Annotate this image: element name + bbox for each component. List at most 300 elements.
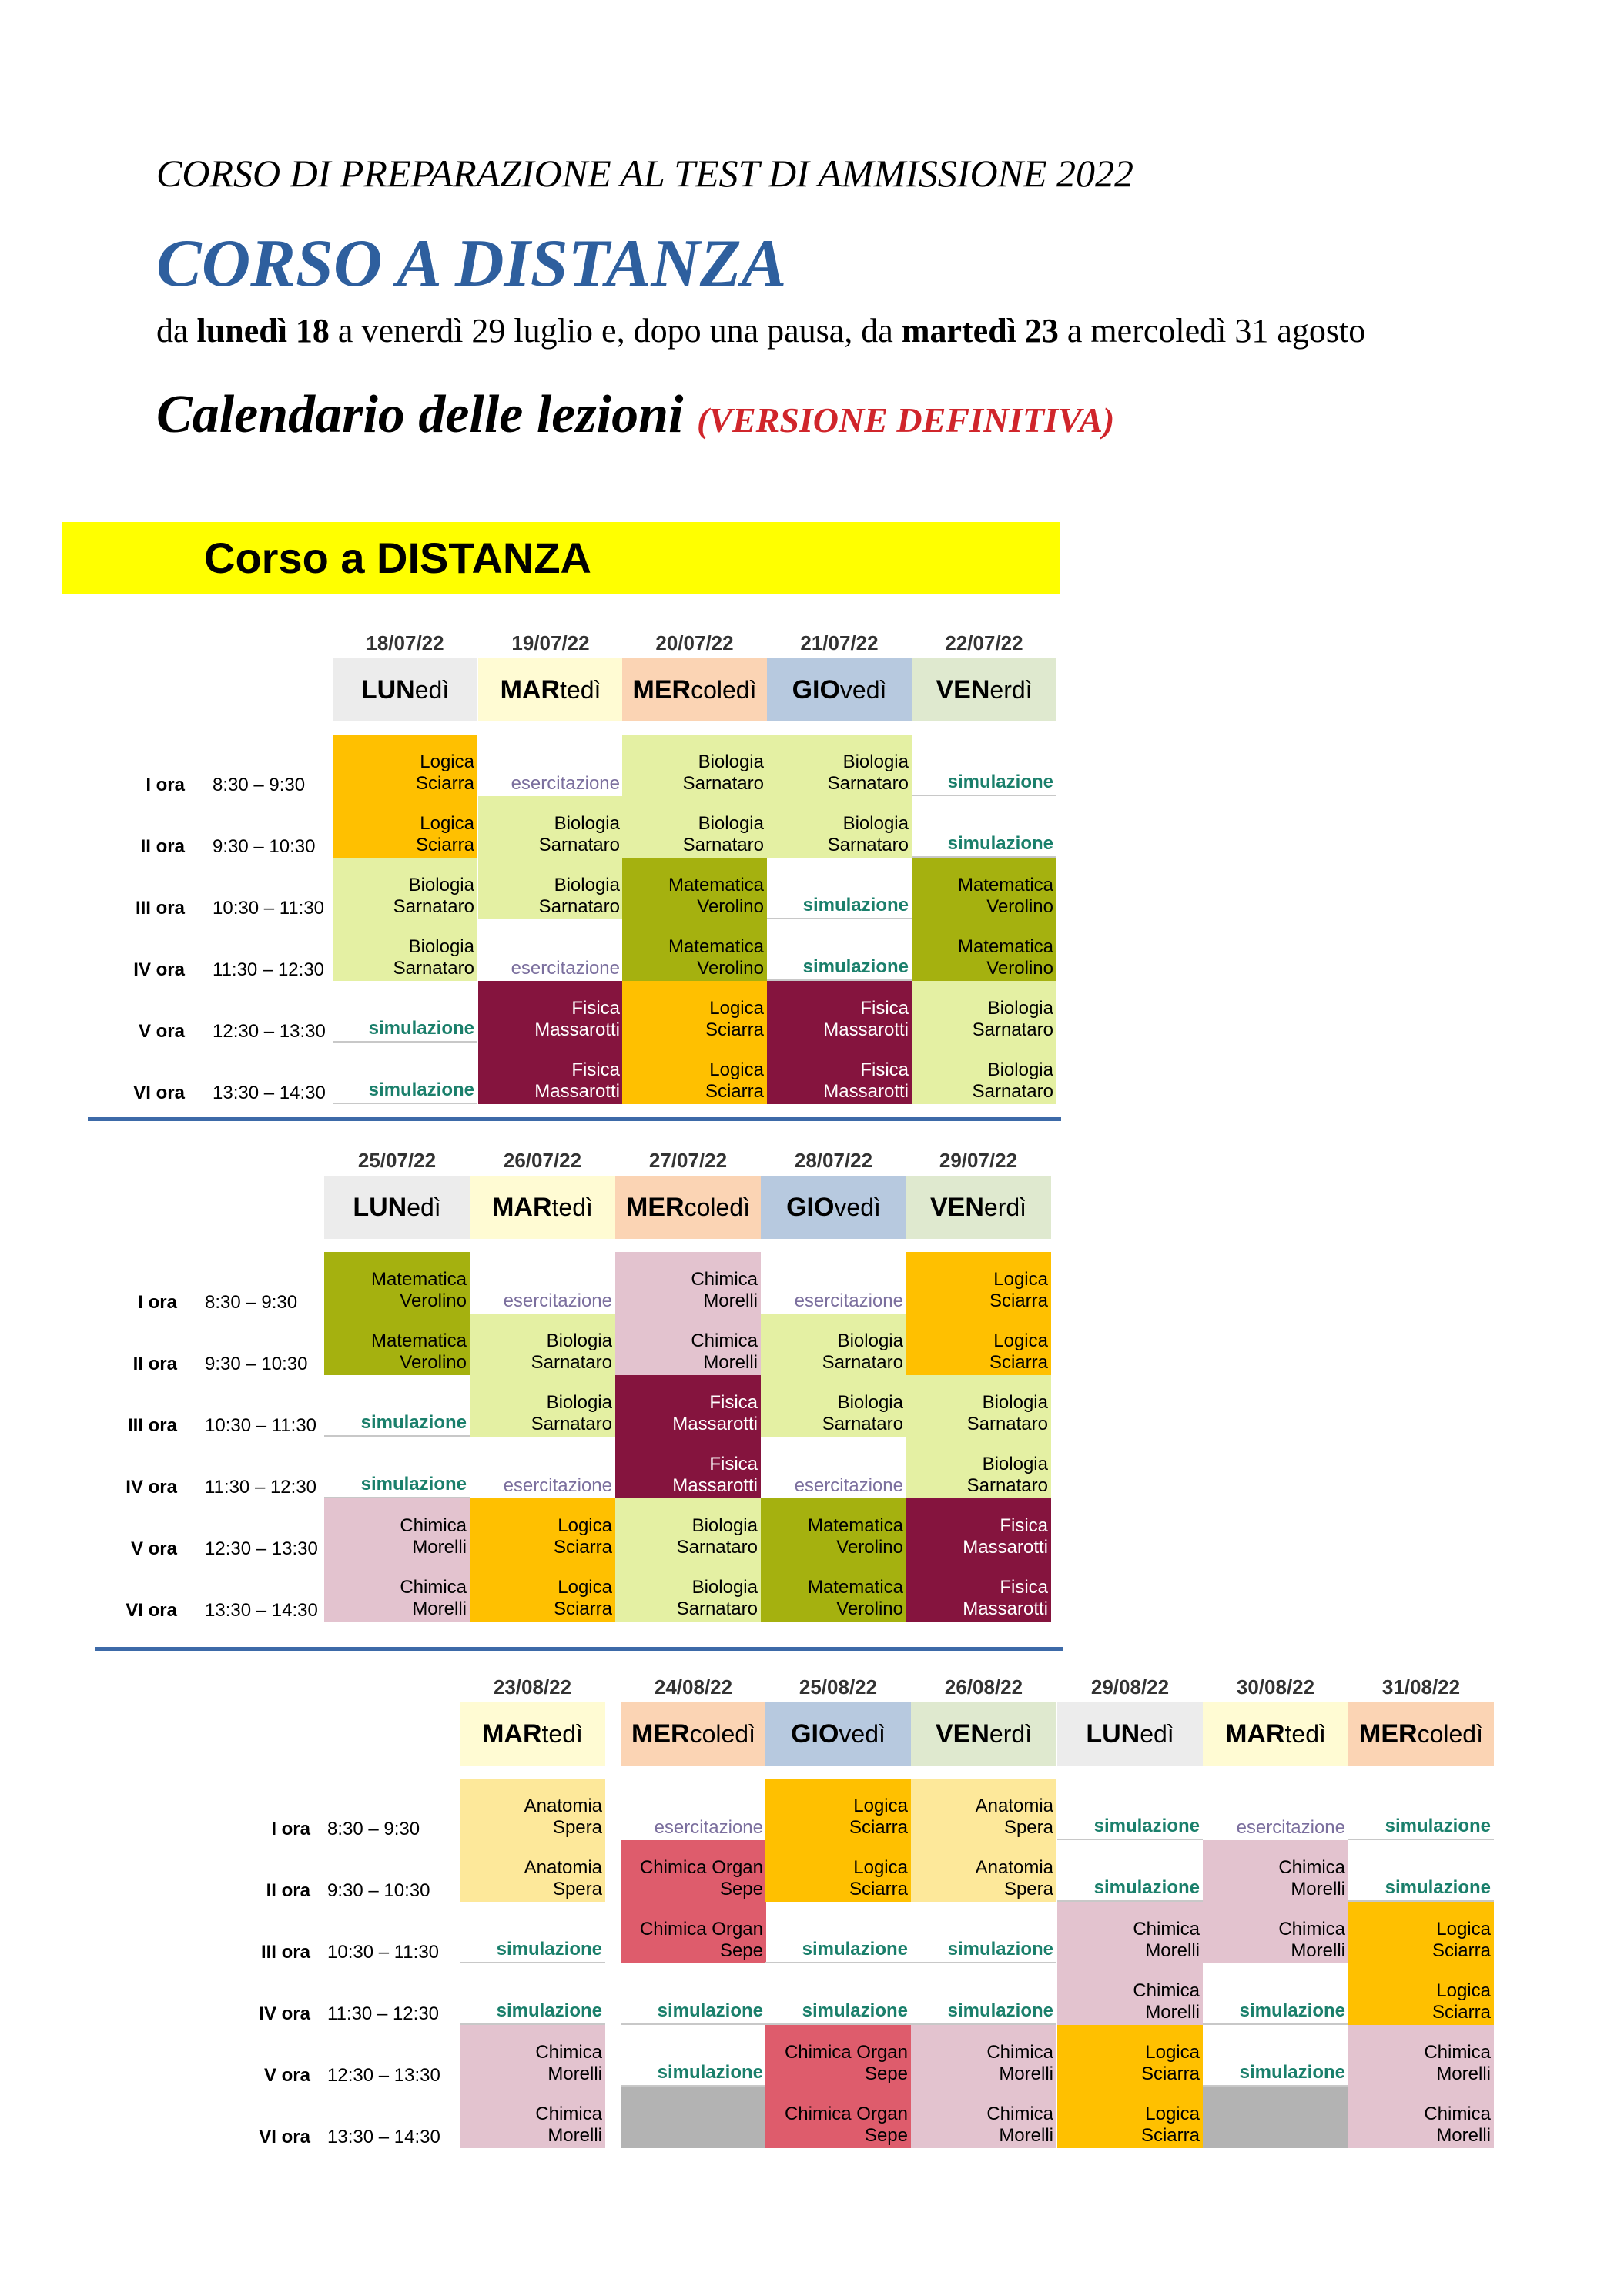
simulation-cell xyxy=(912,796,1056,858)
lesson-subject: Chimica xyxy=(1278,1857,1345,1878)
lesson-subject: Chimica xyxy=(691,1330,758,1351)
lesson-teacher: Sciarra xyxy=(415,773,474,794)
lesson-subject: esercitazione xyxy=(503,1475,612,1496)
exercise-cell xyxy=(478,919,623,981)
simulation-cell xyxy=(1203,1963,1348,2025)
lesson-teacher: Verolino xyxy=(697,896,764,917)
lesson-teacher: Massarotti xyxy=(672,1475,758,1496)
day-name-bold: VEN xyxy=(936,674,990,705)
lesson-subject: simulazione xyxy=(657,2062,763,2083)
lesson-subject: Chimica xyxy=(400,1515,467,1536)
day-date: 20/07/22 xyxy=(655,631,734,654)
hour-label: III ora xyxy=(135,898,185,919)
lesson-subject: esercitazione xyxy=(511,958,620,979)
day-name-rest: erdì xyxy=(983,1193,1027,1221)
lesson-teacher: Sarnataro xyxy=(822,1414,903,1434)
simulation-cell xyxy=(324,1437,470,1498)
lesson-cell xyxy=(761,1375,906,1437)
section-divider xyxy=(88,1117,1061,1121)
lesson-teacher: Massarotti xyxy=(534,1081,620,1102)
lesson-teacher: Sarnataro xyxy=(966,1414,1048,1434)
lesson-cell xyxy=(324,1314,470,1375)
lesson-cell xyxy=(324,1252,470,1314)
lesson-subject: Biologia xyxy=(554,875,620,895)
day-name-rest: erdì xyxy=(989,1719,1033,1748)
hour-time: 8:30 – 9:30 xyxy=(327,1819,420,1839)
lesson-cell xyxy=(906,1498,1051,1560)
lesson-cell xyxy=(460,2087,605,2148)
simulation-cell xyxy=(1203,2025,1348,2087)
hour-label: VI ora xyxy=(133,1083,185,1103)
lesson-subject: esercitazione xyxy=(511,773,620,794)
lesson-cell xyxy=(906,1314,1051,1375)
lesson-cell xyxy=(767,796,912,858)
lesson-subject: Chimica xyxy=(1278,1919,1345,1940)
lesson-cell xyxy=(906,1437,1051,1498)
lesson-cell xyxy=(911,2087,1056,2148)
day-name-rest: vedì xyxy=(839,1719,886,1748)
section-divider xyxy=(95,1647,1063,1651)
day-name-rest: coledì xyxy=(684,1193,750,1221)
lesson-teacher: Sarnataro xyxy=(972,1081,1053,1102)
lesson-subject: Biologia xyxy=(698,813,764,834)
lesson-cell xyxy=(478,981,623,1043)
lesson-subject: Logica xyxy=(853,1857,908,1878)
lesson-cell xyxy=(912,858,1056,919)
day-name-rest: tedì xyxy=(1284,1719,1326,1748)
lesson-teacher: Sepe xyxy=(864,2063,908,2084)
hour-label: I ora xyxy=(138,1292,177,1313)
lesson-teacher: Sarnataro xyxy=(682,835,764,855)
day-date: 18/07/22 xyxy=(366,631,444,654)
day-date: 19/07/22 xyxy=(511,631,590,654)
day-name xyxy=(460,1702,605,1766)
lesson-cell xyxy=(906,1252,1051,1314)
lesson-teacher: Morelli xyxy=(1436,2063,1491,2084)
day-name-rest: vedì xyxy=(834,1193,881,1221)
lesson-subject: Fisica xyxy=(860,1059,909,1080)
lesson-teacher: Morelli xyxy=(547,2063,602,2084)
day-name xyxy=(621,1702,766,1766)
simulation-cell xyxy=(1348,1779,1494,1840)
lesson-teacher: Verolino xyxy=(400,1290,467,1311)
lesson-teacher: Spera xyxy=(552,1879,602,1899)
day-date: 29/08/22 xyxy=(1090,1675,1170,1699)
lesson-teacher: Spera xyxy=(552,1817,602,1838)
lesson-teacher: Verolino xyxy=(400,1352,467,1373)
lesson-cell xyxy=(1057,1902,1203,1963)
lesson-subject: Biologia xyxy=(691,1577,758,1598)
lesson-subject: Chimica xyxy=(535,2042,602,2063)
lesson-subject: Logica xyxy=(1436,1980,1491,2001)
lesson-teacher: Sciarra xyxy=(849,1879,908,1899)
simulation-cell xyxy=(911,1902,1056,1963)
lesson-subject: Biologia xyxy=(842,751,909,772)
lesson-cell xyxy=(470,1560,615,1622)
lesson-teacher: Sarnataro xyxy=(531,1352,612,1373)
lesson-teacher: Morelli xyxy=(703,1352,758,1373)
lesson-teacher: Sarnataro xyxy=(393,896,474,917)
lesson-cell xyxy=(478,858,623,919)
lesson-cell xyxy=(765,1840,911,1902)
dates-text-3: a mercoledì 31 agosto xyxy=(1058,312,1366,350)
lesson-cell xyxy=(622,981,767,1043)
lesson-subject: simulazione xyxy=(657,2000,763,2021)
lesson-cell xyxy=(460,1840,605,1902)
lesson-subject: simulazione xyxy=(1385,1816,1491,1836)
lesson-subject: Chimica xyxy=(986,2104,1053,2124)
lesson-subject: Biologia xyxy=(987,1059,1053,1080)
day-name xyxy=(765,1702,911,1766)
day-name-bold: MER xyxy=(1359,1719,1418,1749)
lesson-subject: Logica xyxy=(1436,1919,1491,1940)
lesson-subject: Logica xyxy=(1145,2104,1200,2124)
lesson-subject: simulazione xyxy=(1385,1877,1491,1898)
hour-label: II ora xyxy=(266,1880,310,1901)
lesson-subject: esercitazione xyxy=(503,1290,612,1311)
exercise-cell xyxy=(470,1252,615,1314)
hour-time: 9:30 – 10:30 xyxy=(205,1354,308,1374)
calendar-title-text: Calendario delle lezioni xyxy=(156,385,684,444)
lesson-subject: Logica xyxy=(1145,2042,1200,2063)
lesson-cell xyxy=(324,1498,470,1560)
lesson-teacher: Sarnataro xyxy=(676,1537,758,1558)
day-name-rest: tedì xyxy=(560,675,601,704)
lesson-subject: Matematica xyxy=(370,1269,467,1290)
day-name xyxy=(615,1176,761,1239)
day-name-rest: coledì xyxy=(691,675,757,704)
lesson-cell xyxy=(912,981,1056,1043)
lesson-teacher: Morelli xyxy=(1145,1940,1200,1961)
lesson-subject: simulazione xyxy=(1239,2000,1345,2021)
lesson-teacher: Sciarra xyxy=(1140,2125,1200,2146)
lesson-subject: Chimica xyxy=(535,2104,602,2124)
lesson-subject: simulazione xyxy=(368,1018,474,1039)
simulation-cell xyxy=(333,981,477,1043)
hour-label: V ora xyxy=(130,1538,177,1559)
lesson-subject: Fisica xyxy=(571,1059,620,1080)
day-name xyxy=(622,658,767,721)
lesson-cell xyxy=(622,796,767,858)
day-date: 31/08/22 xyxy=(1381,1675,1461,1699)
lesson-cell xyxy=(615,1498,761,1560)
lesson-teacher: Sarnataro xyxy=(682,773,764,794)
exercise-cell xyxy=(1203,1779,1348,1840)
lesson-cell xyxy=(333,919,477,981)
lesson-subject: Chimica Organ xyxy=(639,1919,763,1940)
lesson-cell xyxy=(621,1902,766,1963)
lesson-cell xyxy=(622,858,767,919)
lesson-cell xyxy=(1203,1840,1348,1902)
lesson-cell xyxy=(912,1043,1056,1104)
lesson-subject: Matematica xyxy=(668,936,764,957)
lesson-cell xyxy=(911,2025,1056,2087)
lesson-cell xyxy=(1203,1902,1348,1963)
lesson-subject: Chimica xyxy=(986,2042,1053,2063)
lesson-subject: Biologia xyxy=(546,1330,612,1351)
lesson-subject: Logica xyxy=(993,1330,1048,1351)
lesson-subject: Biologia xyxy=(408,936,474,957)
lesson-teacher: Sepe xyxy=(719,1940,763,1961)
lesson-subject: Biologia xyxy=(546,1392,612,1413)
lesson-subject: Biologia xyxy=(408,875,474,895)
lesson-teacher: Sarnataro xyxy=(531,1414,612,1434)
day-name-bold: GIO xyxy=(792,674,840,705)
lesson-subject: Biologia xyxy=(842,813,909,834)
day-date: 25/07/22 xyxy=(357,1149,437,1172)
lesson-subject: simulazione xyxy=(496,2000,602,2021)
lesson-teacher: Sciarra xyxy=(1431,1940,1491,1961)
simulation-cell xyxy=(333,1043,477,1104)
simulation-cell xyxy=(765,1963,911,2025)
lesson-teacher: Morelli xyxy=(1436,2125,1491,2146)
simulation-cell xyxy=(1348,1840,1494,1902)
lesson-subject: Chimica xyxy=(1133,1919,1200,1940)
lesson-cell xyxy=(765,2087,911,2148)
day-name-bold: MAR xyxy=(482,1719,542,1749)
lesson-subject: Fisica xyxy=(571,998,620,1019)
lesson-cell xyxy=(767,1043,912,1104)
hour-time: 13:30 – 14:30 xyxy=(205,1600,318,1621)
lesson-subject: simulazione xyxy=(368,1079,474,1100)
hour-label: I ora xyxy=(271,1819,310,1839)
lesson-subject: Chimica xyxy=(1133,1980,1200,2001)
lesson-cell xyxy=(622,1043,767,1104)
hour-time: 11:30 – 12:30 xyxy=(205,1477,317,1498)
hour-time: 13:30 – 14:30 xyxy=(213,1083,326,1103)
lesson-teacher: Sarnataro xyxy=(972,1019,1053,1040)
lesson-subject: Anatomia xyxy=(975,1796,1053,1816)
lesson-cell xyxy=(1057,2025,1203,2087)
simulation-cell xyxy=(911,1963,1056,2025)
lesson-subject: simulazione xyxy=(360,1474,467,1494)
simulation-cell xyxy=(767,858,912,919)
hour-label: IV ora xyxy=(126,1477,177,1498)
lesson-subject: Anatomia xyxy=(975,1857,1053,1878)
banner-title: Corso a DISTANZA xyxy=(204,534,591,582)
lesson-teacher: Massarotti xyxy=(823,1081,909,1102)
lesson-cell xyxy=(912,919,1056,981)
simulation-cell xyxy=(621,1963,766,2025)
lesson-subject: Matematica xyxy=(957,875,1053,895)
calendar-title xyxy=(156,385,1114,444)
lesson-cell xyxy=(761,1314,906,1375)
lesson-cell xyxy=(1348,1963,1494,2025)
hour-label: IV ora xyxy=(259,2003,310,2024)
day-name xyxy=(767,658,912,721)
lesson-subject: Chimica xyxy=(691,1269,758,1290)
lesson-subject: Logica xyxy=(709,998,764,1019)
lesson-cell xyxy=(911,1779,1056,1840)
hour-label: V ora xyxy=(263,2065,310,2086)
lesson-cell xyxy=(761,1498,906,1560)
lesson-cell xyxy=(615,1314,761,1375)
empty-cell xyxy=(621,2087,766,2148)
lesson-teacher: Sarnataro xyxy=(822,1352,903,1373)
course-dates xyxy=(156,311,1365,350)
lesson-teacher: Sciarra xyxy=(989,1352,1048,1373)
lesson-subject: Matematica xyxy=(807,1515,903,1536)
day-name-bold: MAR xyxy=(492,1192,552,1222)
lesson-cell xyxy=(622,919,767,981)
hour-time: 8:30 – 9:30 xyxy=(205,1292,298,1313)
lesson-cell xyxy=(333,858,477,919)
day-name-bold: MAR xyxy=(500,674,561,705)
hour-time: 11:30 – 12:30 xyxy=(213,959,325,980)
day-name-rest: edì xyxy=(1140,1719,1174,1748)
hour-time: 9:30 – 10:30 xyxy=(213,836,316,857)
lesson-subject: Matematica xyxy=(957,936,1053,957)
lesson-teacher: Sciarra xyxy=(553,1537,612,1558)
lesson-cell xyxy=(765,2025,911,2087)
lesson-subject: Logica xyxy=(709,1059,764,1080)
simulation-cell xyxy=(460,1902,605,1963)
day-name-rest: coledì xyxy=(1417,1719,1483,1748)
lesson-subject: Fisica xyxy=(709,1454,758,1474)
day-name xyxy=(333,658,477,721)
lesson-teacher: Massarotti xyxy=(534,1019,620,1040)
lesson-teacher: Sciarra xyxy=(705,1019,764,1040)
hour-label: VI ora xyxy=(126,1600,177,1621)
lesson-subject: Matematica xyxy=(668,875,764,895)
lesson-cell xyxy=(1348,1902,1494,1963)
course-banner xyxy=(62,522,1060,594)
hour-time: 8:30 – 9:30 xyxy=(213,775,306,795)
lesson-teacher: Sciarra xyxy=(705,1081,764,1102)
lesson-teacher: Morelli xyxy=(547,2125,602,2146)
day-name xyxy=(761,1176,906,1239)
lesson-teacher: Verolino xyxy=(986,896,1053,917)
lesson-teacher: Sarnataro xyxy=(827,835,909,855)
dates-start-1: lunedì 18 xyxy=(196,312,330,350)
lesson-subject: simulazione xyxy=(802,1939,908,1960)
day-date: 30/08/22 xyxy=(1236,1675,1315,1699)
lesson-cell xyxy=(1348,2087,1494,2148)
lesson-subject: simulazione xyxy=(1239,2062,1345,2083)
day-name-bold: MER xyxy=(631,1719,690,1749)
lesson-teacher: Sciarra xyxy=(553,1598,612,1619)
lesson-teacher: Sciarra xyxy=(415,835,474,855)
day-name-bold: MER xyxy=(626,1192,685,1222)
course-main-title: CORSO A DISTANZA xyxy=(156,226,787,301)
lesson-subject: Fisica xyxy=(709,1392,758,1413)
day-name-rest: coledì xyxy=(689,1719,755,1748)
lesson-teacher: Sepe xyxy=(864,2125,908,2146)
day-name-bold: VEN xyxy=(929,1192,984,1222)
lesson-subject: Logica xyxy=(558,1515,612,1536)
lesson-subject: simulazione xyxy=(802,2000,908,2021)
day-name-bold: LUN xyxy=(353,1192,407,1222)
simulation-cell xyxy=(767,919,912,981)
lesson-cell xyxy=(478,796,623,858)
hour-label: V ora xyxy=(138,1021,185,1042)
lesson-subject: simulazione xyxy=(947,833,1053,854)
lesson-cell xyxy=(767,981,912,1043)
exercise-cell xyxy=(621,1779,766,1840)
lesson-teacher: Sarnataro xyxy=(538,835,620,855)
lesson-subject: simulazione xyxy=(947,771,1053,792)
day-date: 29/07/22 xyxy=(939,1149,1018,1172)
exercise-cell xyxy=(761,1437,906,1498)
lesson-subject: Biologia xyxy=(837,1330,903,1351)
lesson-subject: Biologia xyxy=(982,1454,1048,1474)
lesson-cell xyxy=(621,1840,766,1902)
lesson-subject: Matematica xyxy=(807,1577,903,1598)
lesson-teacher: Verolino xyxy=(836,1537,903,1558)
simulation-cell xyxy=(324,1375,470,1437)
exercise-cell xyxy=(761,1252,906,1314)
day-name xyxy=(478,658,623,721)
day-name xyxy=(1057,1702,1203,1766)
lesson-subject: Matematica xyxy=(370,1330,467,1351)
day-name-bold: MER xyxy=(632,674,691,705)
lesson-teacher: Spera xyxy=(1003,1879,1053,1899)
day-name xyxy=(912,658,1056,721)
day-name-bold: LUN xyxy=(1086,1719,1140,1749)
lesson-teacher: Sciarra xyxy=(989,1290,1048,1311)
lesson-subject: simulazione xyxy=(1093,1816,1200,1836)
lesson-teacher: Morelli xyxy=(703,1290,758,1311)
version-label: (VERSIONE DEFINITIVA) xyxy=(696,400,1115,440)
hour-time: 9:30 – 10:30 xyxy=(327,1880,430,1901)
day-date: 23/08/22 xyxy=(493,1675,572,1699)
lesson-subject: simulazione xyxy=(360,1412,467,1433)
lesson-teacher: Sarnataro xyxy=(966,1475,1048,1496)
lesson-subject: simulazione xyxy=(1093,1877,1200,1898)
lesson-cell xyxy=(906,1375,1051,1437)
day-date: 28/07/22 xyxy=(794,1149,873,1172)
simulation-cell xyxy=(1057,1779,1203,1840)
lesson-subject: Biologia xyxy=(698,751,764,772)
day-name-bold: VEN xyxy=(935,1719,989,1749)
lesson-subject: Biologia xyxy=(554,813,620,834)
lesson-subject: Fisica xyxy=(1000,1577,1048,1598)
lesson-subject: Logica xyxy=(420,813,474,834)
lesson-teacher: Morelli xyxy=(1145,2002,1200,2023)
hour-time: 13:30 – 14:30 xyxy=(327,2127,440,2147)
lesson-teacher: Morelli xyxy=(1291,1879,1345,1899)
lesson-subject: simulazione xyxy=(802,956,909,977)
day-name xyxy=(906,1176,1051,1239)
day-name-rest: erdì xyxy=(989,675,1033,704)
dates-start-2: martedì 23 xyxy=(901,312,1059,350)
day-date: 26/08/22 xyxy=(944,1675,1023,1699)
exercise-cell xyxy=(470,1437,615,1498)
lesson-teacher: Sciarra xyxy=(1431,2002,1491,2023)
lesson-cell xyxy=(460,2025,605,2087)
lesson-cell xyxy=(478,1043,623,1104)
day-name-rest: edì xyxy=(414,675,450,704)
lesson-subject: esercitazione xyxy=(794,1475,903,1496)
lesson-teacher: Morelli xyxy=(999,2063,1053,2084)
dates-text-1: da xyxy=(156,312,197,350)
lesson-cell xyxy=(470,1375,615,1437)
simulation-cell xyxy=(912,735,1056,796)
lesson-teacher: Massarotti xyxy=(963,1598,1048,1619)
lesson-teacher: Verolino xyxy=(986,958,1053,979)
lesson-teacher: Sciarra xyxy=(1140,2063,1200,2084)
hour-label: II ora xyxy=(132,1354,177,1374)
day-name-bold: MAR xyxy=(1225,1719,1285,1749)
hour-label: III ora xyxy=(127,1415,177,1436)
day-date: 21/07/22 xyxy=(800,631,879,654)
lesson-subject: esercitazione xyxy=(794,1290,903,1311)
lesson-subject: Chimica Organ xyxy=(639,1857,763,1878)
day-name-rest: vedì xyxy=(839,675,887,704)
lesson-teacher: Morelli xyxy=(412,1537,467,1558)
lesson-subject: Logica xyxy=(420,751,474,772)
hour-time: 12:30 – 13:30 xyxy=(327,2065,440,2086)
